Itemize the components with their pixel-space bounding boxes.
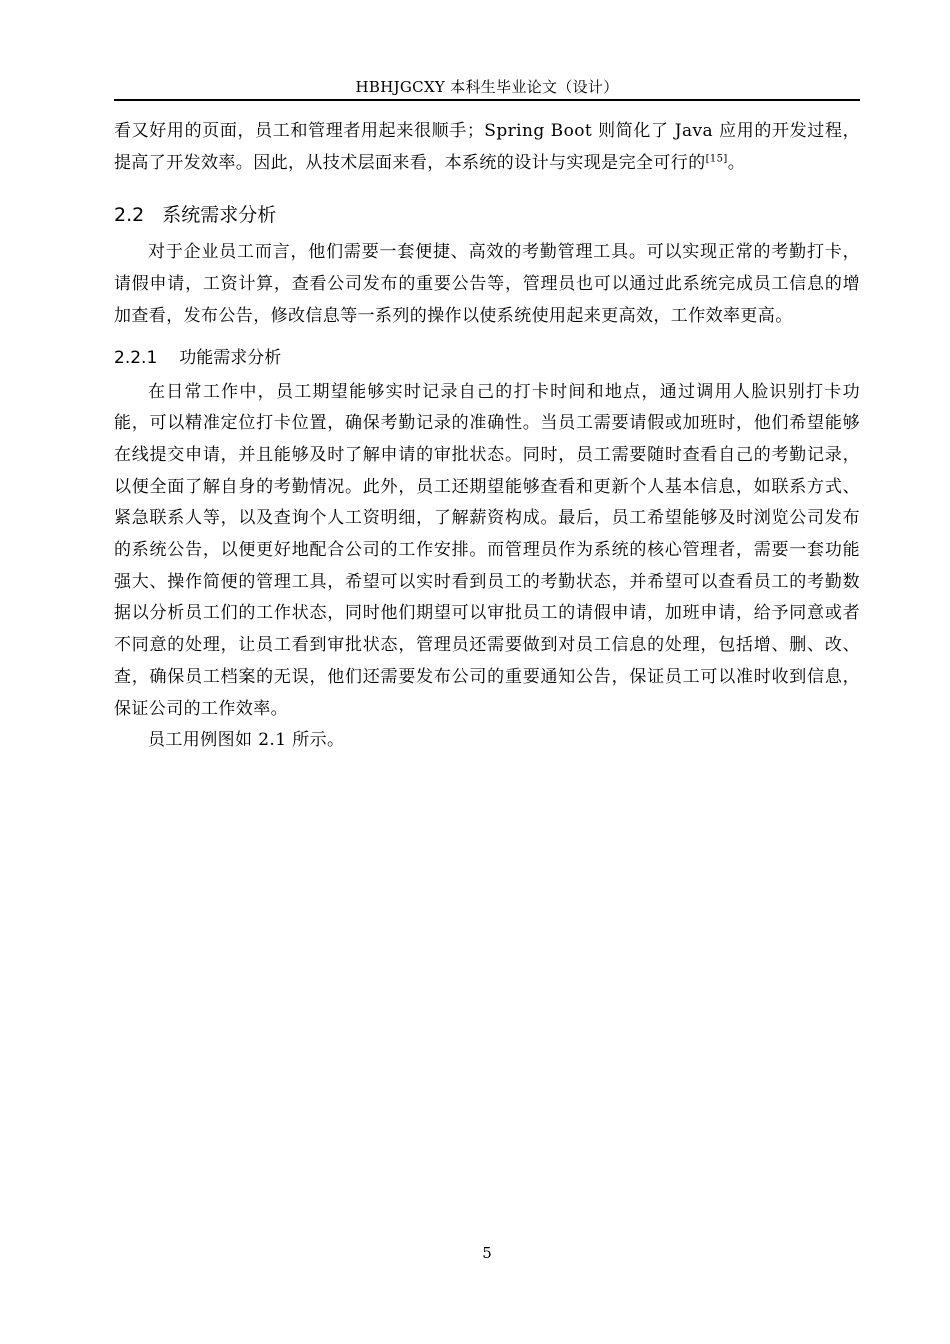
main-content (114, 116, 860, 757)
subsection-title: 功能需求分析 (179, 347, 282, 368)
section-number: 2.2 (114, 204, 145, 227)
citation-superscript: [15] (705, 153, 728, 165)
paragraph-functional-requirements: 在日常工作中，员工期望能够实时记录自己的打卡时间和地点，通过调用人脸识别打卡功能，可以精准定位打卡位置，确保考勤记录的准确性。当员工需要请假或加班时，他们希望能够在线提交申请，并且能够及时了解申请的审批状态。同时，员工需要随时查看自己的考勤记录，以便全面了解自身的考勤情况。此外，员工还期望能够查看和更新个人基本信息，如联系方式、紧急联系人等，以及查询个人工资明细，了解薪资构成。最后，员工希望能够及时浏览公司发布的系统公告，以便更好地配合公司的工作安排。而管理员作为系统的核心管理者，需要一套功能强大、操作简便的管理工具，希望可以实时看到员工的考勤状态，并希望可以查看员工的考勤数据以分析员工们的工作状态，同时他们期望可以审批员工的请假申请，加班申请，给予同意或者不同意的处理，让员工看到审批状态，管理员还需要做到对员工信息的处理，包括增、删、改、查，确保员工档案的无误，他们还需要发布公司的重要通知公告，保证员工可以准时收到信息，保证公司的工作效率。 (114, 381, 860, 719)
section-heading-2-2 (114, 201, 860, 229)
header-divider (114, 99, 860, 101)
paragraph-continuation (114, 116, 860, 179)
section-title: 系统需求分析 (162, 204, 277, 227)
running-header: HBHJGCXY 本科生毕业论文（设计） (355, 78, 619, 96)
paragraph-end-punct: 。 (727, 152, 746, 173)
paragraph-figure-reference: 员工用例图如 2.1 所示。 (148, 730, 345, 751)
subsection-number: 2.2.1 (114, 347, 158, 368)
page-number: 5 (482, 1244, 492, 1262)
section-heading-2-2-1 (114, 345, 860, 371)
paragraph-requirements-intro: 对于企业员工而言，他们需要一套便捷、高效的考勤管理工具。可以实现正常的考勤打卡，请假申请，工资计算，查看公司发布的重要公告等，管理员也可以通过此系统完成员工信息的增加查看，发布公告，修改信息等一系列的操作以使系统使用起来更高效，工作效率更高。 (114, 242, 860, 326)
paragraph-text: 看又好用的页面，员工和管理者用起来很顺手；Spring Boot 则简化了 Java 应用的开发过程，提高了开发效率。因此，从技术层面来看，本系统的设计与实现是完全可行的 (114, 121, 860, 173)
